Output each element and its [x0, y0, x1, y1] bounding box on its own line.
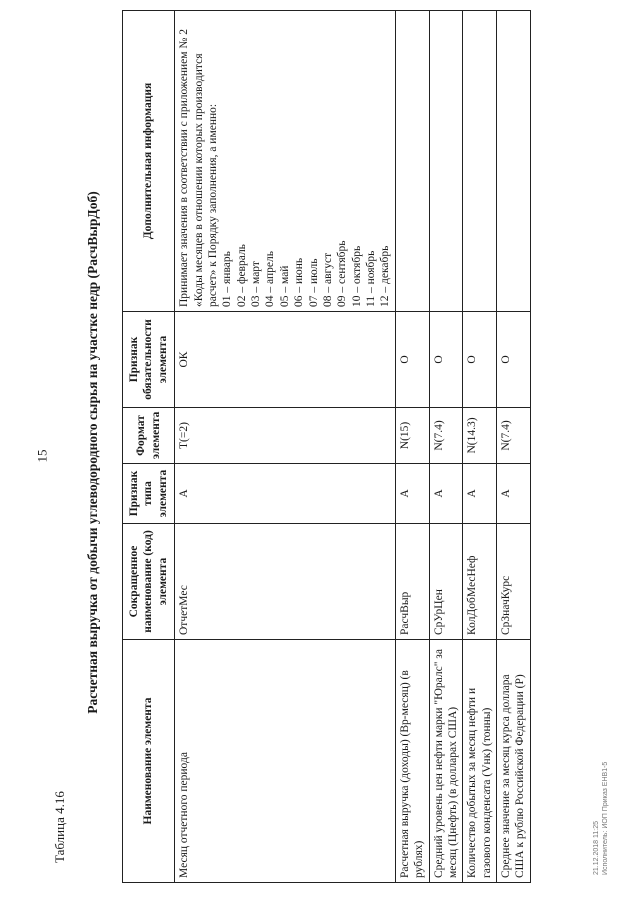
cell-additional-info: [395, 11, 429, 312]
element-table: [122, 10, 531, 883]
list-item: 10 – октябрь: [350, 245, 363, 307]
cell-name: Среднее значение за месяц курса доллара США к рублю Российской Федерации (Р): [497, 640, 531, 883]
table-row: [463, 11, 497, 883]
cell-additional-info: [463, 11, 497, 312]
cell-type: А: [395, 464, 429, 524]
cell-required: О: [497, 312, 531, 408]
table-title: Расчетная выручка от добычи углеводородного сырья на участке недр (РасчВырДоб): [85, 191, 100, 714]
list-item: 03 – март: [250, 261, 262, 307]
list-item: 11 – ноябрь: [365, 250, 377, 307]
cell-required: О: [463, 312, 497, 408]
list-item: 05 – май: [278, 265, 291, 307]
cell-required: О: [395, 312, 429, 408]
cell-additional-info: [175, 11, 396, 312]
cell-format: T(=2): [175, 408, 396, 464]
cell-name: Количество добытых за месяц нефти и газового конденсата (Vнк) (тонны): [463, 640, 497, 883]
cell-required: ОК: [175, 312, 396, 408]
table-row: [497, 11, 531, 883]
stamp-date: 21.12.2018 11:25: [593, 821, 600, 875]
cell-code: СрЗначКурс: [497, 524, 531, 640]
cell-name: Расчетная выручка (доходы) (Вр-месяц) (в рублях): [395, 640, 429, 883]
table-row: [395, 11, 429, 883]
cell-format: N(15): [395, 408, 429, 464]
table-row: [175, 11, 396, 883]
cell-name: Средний уровень цен нефти марки "Юралс" за месяц (Цнефть) (в долларах США): [429, 640, 463, 883]
list-item: 06 – июнь: [293, 257, 306, 307]
cell-required: О: [429, 312, 463, 408]
cell-name: Месяц отчетного периода: [175, 640, 396, 883]
cell-format: N(14.3): [463, 408, 497, 464]
header-additional-info: Дополнительная информация: [123, 11, 175, 312]
info-intro: Принимает значения в соответствии с приложением № 2 «Коды месяцев в отношении которых производится расчет» к Порядку заполнения, а именно:: [178, 29, 219, 307]
header-element-code: Сокращенное наименование (код) элемента: [123, 524, 175, 640]
list-item: 12 – декабрь: [379, 245, 392, 307]
header-element-name: Наименование элемента: [123, 640, 175, 883]
stamp-author: Исполнитель: ИОП Приказ ЕНВ1-5: [602, 761, 610, 875]
table-header-row: [123, 11, 175, 883]
list-item: 07 – июль: [307, 258, 320, 307]
page-number: 15: [34, 449, 50, 463]
table-caption: Таблица 4.16: [52, 791, 67, 863]
list-item: 04 – апрель: [264, 251, 277, 307]
cell-additional-info: [429, 11, 463, 312]
cell-type: А: [175, 464, 396, 524]
table-row: [429, 11, 463, 883]
cell-format: N(7.4): [497, 408, 531, 464]
list-item: 02 – февраль: [235, 244, 248, 307]
cell-code: СрУрЦен: [429, 524, 463, 640]
month-code-list: [220, 15, 393, 307]
cell-type: А: [463, 464, 497, 524]
header-element-type: Признак типа элемента: [123, 464, 175, 524]
cell-additional-info: [497, 11, 531, 312]
list-item: 09 – сентябрь: [336, 240, 349, 307]
cell-type: А: [429, 464, 463, 524]
cell-code: ОтчетМес: [175, 524, 396, 640]
cell-code: КолДобМесНеф: [463, 524, 497, 640]
header-element-format: Формат элемента: [123, 408, 175, 464]
list-item: 08 – август: [321, 252, 334, 307]
list-item: 01 – январь: [221, 251, 234, 307]
cell-type: А: [497, 464, 531, 524]
print-stamp: [592, 762, 611, 875]
cell-format: N(7.4): [429, 408, 463, 464]
header-element-required: Признак обязательности элемента: [123, 312, 175, 408]
cell-code: РасчВыр: [395, 524, 429, 640]
